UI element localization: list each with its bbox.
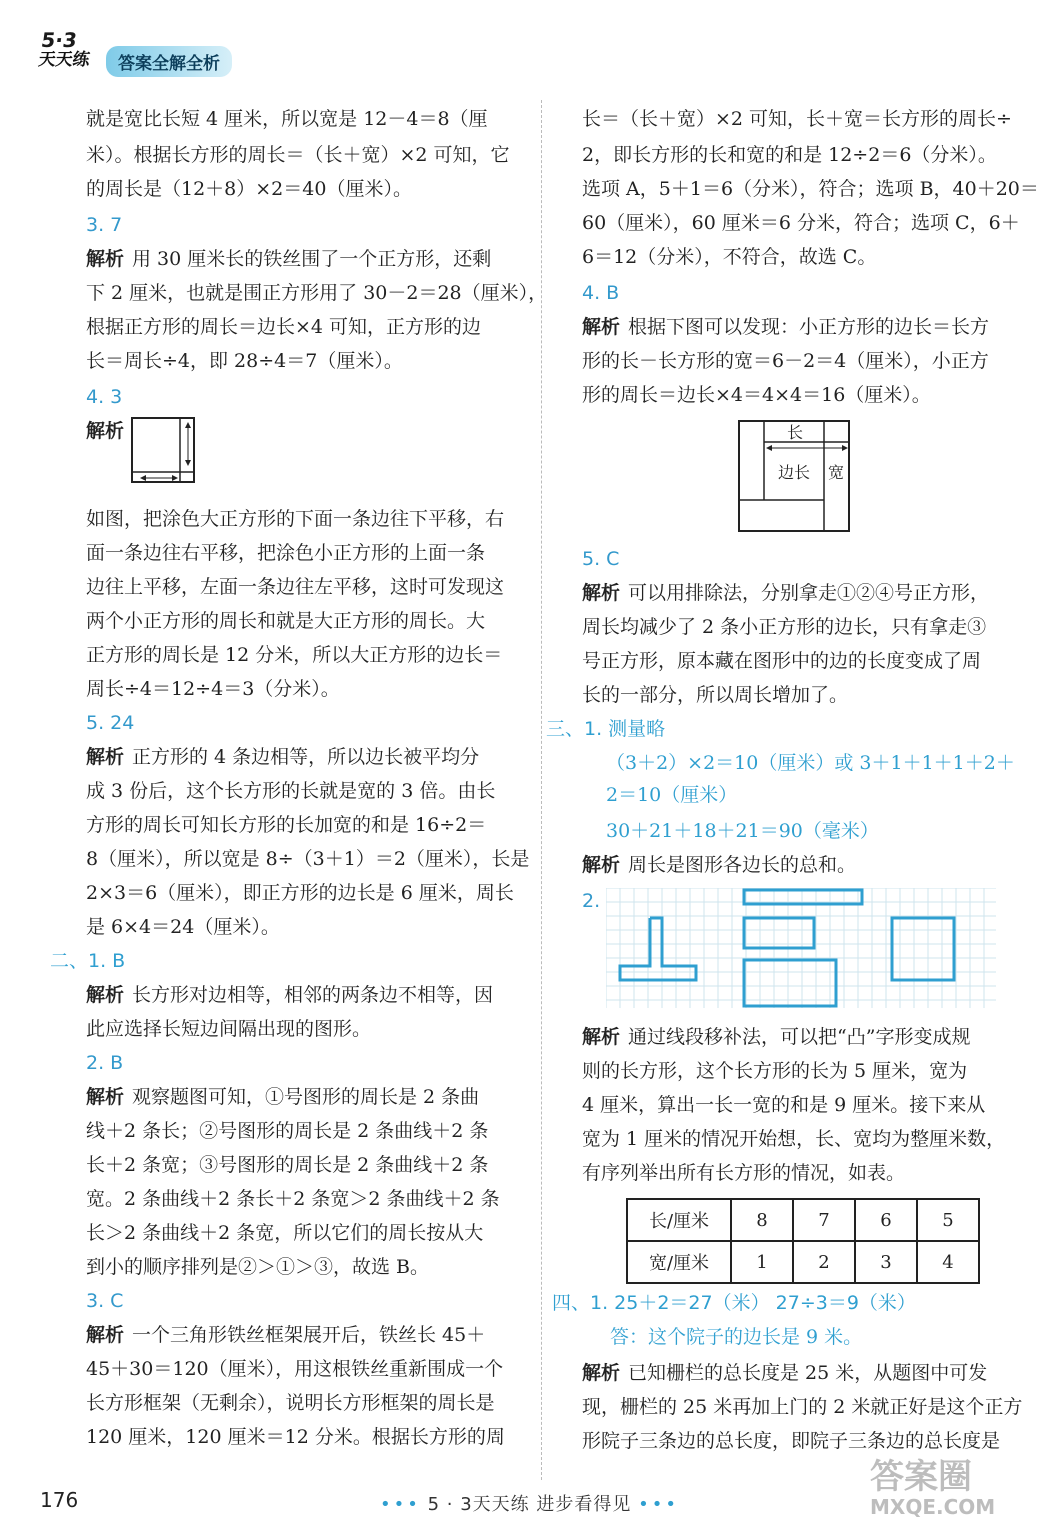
text-line: 120 厘米，120 厘米＝12 分米。根据长方形的周 xyxy=(86,1426,505,1448)
section-heading: 二、1. B xyxy=(50,950,126,972)
analysis-line: 解析 周长是图形各边长的总和。 xyxy=(582,854,857,876)
text-line: 6＝12（分米），不符合，故选 C。 xyxy=(582,246,877,268)
dots-right: ••• xyxy=(638,1494,679,1515)
text-line: 根据正方形的周长＝边长×4 可知，正方形的边 xyxy=(86,316,482,338)
table-cell: 3 xyxy=(855,1241,917,1283)
watermark-logo: 答案圈 MXQE.COM xyxy=(870,1457,996,1519)
analysis-line: 解析 可以用排除法，分别拿走①②④号正方形， xyxy=(582,582,990,604)
text-line: 2×3＝6（厘米），即正方形的边长是 6 厘米，周长 xyxy=(86,882,514,904)
dots-left: ••• xyxy=(380,1494,421,1515)
page-number: 176 xyxy=(40,1488,79,1512)
table-cell: 6 xyxy=(855,1199,917,1241)
text-line: 45＋30＝120（厘米），用这根铁丝重新围成一个 xyxy=(86,1358,504,1380)
text-line: 周长均减少了 2 条小正方形的边长，只有拿走③ xyxy=(582,616,987,638)
analysis-keyword: 解析 xyxy=(86,1324,125,1346)
text-line: 形的周长＝边长×4＝4×4＝16（厘米）。 xyxy=(582,384,931,406)
answer-line: （3＋2）×2＝10（厘米）或 3＋1＋1＋1＋2＋ xyxy=(606,752,1015,774)
answer-number: 4. B xyxy=(582,282,620,304)
text-line: 长＋2 条宽；③号图形的周长是 2 条曲线＋2 条 xyxy=(86,1154,489,1176)
text-line: 长＝（长＋宽）×2 可知，长＋宽＝长方形的周长÷ xyxy=(582,108,1012,130)
answer-number: 2. B xyxy=(86,1052,124,1074)
analysis-line: 解析 根据下图可以发现：小正方形的边长＝长方 xyxy=(582,316,990,338)
text-line: 形的长－长方形的宽＝6－2＝4（厘米），小正方 xyxy=(582,350,989,372)
text-line: 有序列举出所有长方形的情况，如表。 xyxy=(582,1162,906,1184)
answer-number: 3. 7 xyxy=(86,214,123,236)
rectangle-diagram xyxy=(738,420,852,534)
text-line: 则的长方形，这个长方形的长为 5 厘米，宽为 xyxy=(582,1060,968,1082)
text-line: 边往上平移，左面一条边往左平移，这时可发现这 xyxy=(86,576,505,598)
text-line: 长方形框架（无剩余），说明长方形框架的周长是 xyxy=(86,1392,495,1414)
text-line: 60（厘米），60 厘米＝6 分米，符合；选项 C，6＋ xyxy=(582,212,1020,234)
answer-number: 3. C xyxy=(86,1290,124,1312)
table-cell: 8 xyxy=(731,1199,793,1241)
label-long: 长 xyxy=(786,423,804,442)
table-cell: 5 xyxy=(917,1199,979,1241)
answer-line: 2＝10（厘米） xyxy=(606,784,738,806)
text-line: 选项 A，5＋1＝6（分米），符合；选项 B，40＋20＝ xyxy=(582,178,1039,200)
analysis-keyword: 解析 xyxy=(86,1086,125,1108)
page-header xyxy=(37,28,300,74)
analysis-line xyxy=(86,416,132,446)
analysis-keyword: 解析 xyxy=(582,1026,621,1048)
grid-diagram xyxy=(606,888,998,1012)
analysis-keyword: 解析 xyxy=(86,984,125,1006)
analysis-keyword: 解析 xyxy=(582,316,621,338)
analysis-keyword: 解析 xyxy=(86,746,125,768)
text-line: 两个小正方形的周长和就是大正方形的周长。大 xyxy=(86,610,486,632)
text-line: 形院子三条边的总长度，即院子三条边的总长度是 xyxy=(582,1430,1001,1452)
footer-slogan: ••• 5 · 3天天练 进步看得见 ••• xyxy=(380,1494,679,1515)
text-line: 如图，把涂色大正方形的下面一条边往下平移，右 xyxy=(86,508,505,530)
analysis-line: 解析 用 30 厘米长的铁丝围了一个正方形，还剩 xyxy=(86,248,492,270)
text-line: 宽为 1 厘米的情况开始想，长、宽均为整厘米数， xyxy=(582,1128,1006,1150)
l-shape xyxy=(620,918,696,980)
text-line: 长＝周长÷4，即 28÷4＝7（厘米）。 xyxy=(86,350,403,372)
label-side: 边长 xyxy=(777,463,811,482)
brand-logo: 5·3 天天练 xyxy=(37,28,91,70)
answer-number: 4. 3 xyxy=(86,386,123,408)
text-line: 正方形的周长是 12 分米，所以大正方形的边长＝ xyxy=(86,644,503,666)
text-line: 就是宽比长短 4 厘米，所以宽是 12－4＝8（厘 xyxy=(86,108,488,130)
text-line: 宽。2 条曲线＋2 条长＋2 条宽＞2 条曲线＋2 条 xyxy=(86,1188,500,1210)
square-shape xyxy=(892,918,954,980)
table-cell: 2 xyxy=(793,1241,855,1283)
square-diagram xyxy=(130,414,200,488)
text-line: 周长÷4＝12÷4＝3（分米）。 xyxy=(86,678,340,700)
analysis-line: 解析 已知栅栏的总长度是 25 米，从题图中可发 xyxy=(582,1362,988,1384)
text-line: 方形的周长可知长方形的长加宽的和是 16÷2＝ xyxy=(86,814,487,836)
analysis-line: 解析 通过线段移补法，可以把“凸”字形变成规 xyxy=(582,1026,971,1048)
analysis-line: 解析 长方形对边相等，相邻的两条边不相等，因 xyxy=(86,984,494,1006)
text-line: 是 6×4＝24（厘米）。 xyxy=(86,916,280,938)
answer-number: 2. xyxy=(582,890,601,912)
section-heading: 四、1. 25＋2＝27（米） 27÷3＝9（米） xyxy=(552,1292,916,1314)
text-line: 的周长是（12＋8）×2＝40（厘米）。 xyxy=(86,178,412,200)
table-cell: 4 xyxy=(917,1241,979,1283)
text-line: 长＞2 条曲线＋2 条宽，所以它们的周长按从大 xyxy=(86,1222,484,1244)
table-cell: 7 xyxy=(793,1199,855,1241)
answer-line: 30＋21＋18＋21＝90（毫米） xyxy=(606,820,879,842)
analysis-keyword: 解析 xyxy=(582,582,621,604)
table-row xyxy=(627,1199,979,1241)
analysis-keyword: 解析 xyxy=(86,248,125,270)
text-line: 号正方形，原本藏在图形中的边的长度变成了周 xyxy=(582,650,982,672)
text-line: 下 2 厘米，也就是围正方形用了 30－2＝28（厘米）， xyxy=(86,282,548,304)
analysis-line: 解析 正方形的 4 条边相等，所以边长被平均分 xyxy=(86,746,480,768)
text-line: 成 3 份后，这个长方形的长就是宽的 3 倍。由长 xyxy=(86,780,496,802)
text-line: 米）。根据长方形的周长＝（长＋宽）×2 可知，它 xyxy=(86,144,510,166)
label-width: 宽 xyxy=(827,463,845,482)
bottom-rect xyxy=(744,960,836,1006)
table-row xyxy=(627,1241,979,1283)
section-heading: 三、1. 测量略 xyxy=(546,718,666,740)
analysis-keyword: 解析 xyxy=(582,1362,621,1384)
analysis-keyword: 解析 xyxy=(582,854,621,876)
analysis-line: 解析 观察题图可知，①号图形的周长是 2 条曲 xyxy=(86,1086,480,1108)
table-cell: 1 xyxy=(731,1241,793,1283)
text-line: 现，栅栏的 25 米再加上门的 2 米就正好是这个正方 xyxy=(582,1396,1023,1418)
text-line: 2，即长方形的长和宽的和是 12÷2＝6（分米）。 xyxy=(582,144,997,166)
text-line: 到小的顺序排列是②＞①＞③，故选 B。 xyxy=(86,1256,430,1278)
text-line: 面一条边往右平移，把涂色小正方形的上面一条 xyxy=(86,542,486,564)
header-tag: 答案全解全析 xyxy=(106,46,232,77)
text-line: 此应选择长短边间隔出现的图形。 xyxy=(86,1018,372,1040)
text-line: 线＋2 条长；②号图形的周长是 2 条曲线＋2 条 xyxy=(86,1120,489,1142)
answer-number: 5. C xyxy=(582,548,620,570)
answer-number: 5. 24 xyxy=(86,712,135,734)
text-line: 4 厘米，算出一长一宽的和是 9 厘米。接下来从 xyxy=(582,1094,986,1116)
answer-line: 答：这个院子的边长是 9 米。 xyxy=(610,1326,863,1348)
length-width-table xyxy=(626,1198,980,1284)
text-line: 长的一部分，所以周长增加了。 xyxy=(582,684,849,706)
text-line: 8（厘米），所以宽是 8÷（3＋1）＝2（厘米），长是 xyxy=(86,848,530,870)
analysis-line: 解析 一个三角形铁丝框架展开后，铁丝长 45＋ xyxy=(86,1324,486,1346)
analysis-keyword: 解析 xyxy=(86,420,125,442)
row-header: 长/厘米 xyxy=(627,1199,731,1241)
row-header: 宽/厘米 xyxy=(627,1241,731,1283)
